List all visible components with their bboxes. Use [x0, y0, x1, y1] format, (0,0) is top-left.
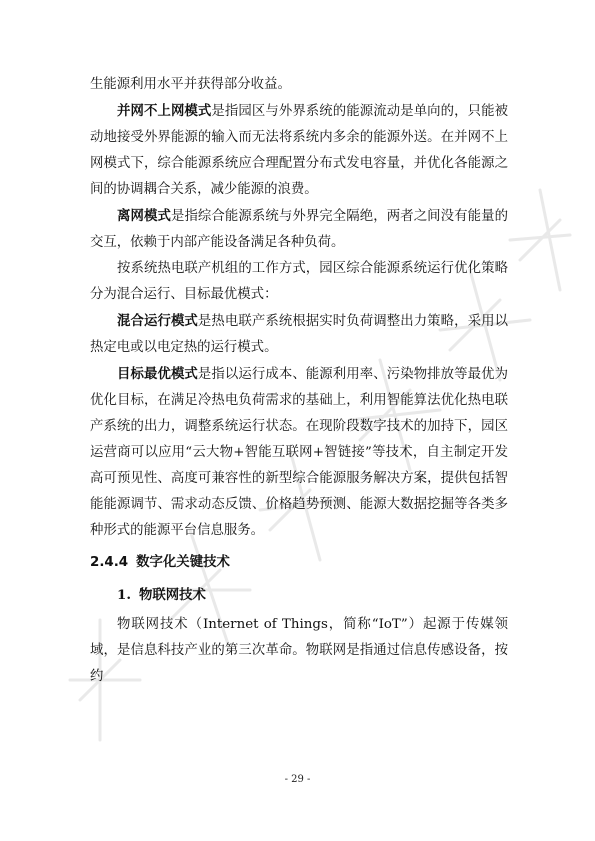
paragraph-off-grid: [90, 203, 508, 256]
term-off-grid: 离网模式: [117, 208, 171, 224]
subsection-title: 物联网技术: [138, 587, 206, 603]
document-body: [90, 72, 508, 690]
paragraph-optimal-mode: [90, 361, 508, 544]
paragraph-text: 生能源利用水平并获得部分收益。: [90, 77, 291, 92]
page-number: - 29 -: [284, 774, 311, 785]
paragraph-text: 按系统热电联产机组的工作方式，园区综合能源系统运行优化策略分为混合运行、目标最优模式：: [90, 261, 508, 302]
subsection-heading: [117, 582, 508, 608]
section-title: 数字化关键技术: [136, 555, 230, 570]
paragraph-text: 物联网技术（Internet of Things，简称“IoT”）起源于传媒领域，是信息科技产业的第三次革命。物联网是指通过信息传感设备，按约: [90, 617, 508, 684]
paragraph-text: 是热电联产系统根据实时负荷调整出力策略，采用以热定电或以电定热的运行模式。: [90, 314, 509, 355]
paragraph-hybrid-mode: [90, 308, 508, 361]
paragraph-text: 是指综合能源系统与外界完全隔绝，两者之间没有能量的交互，依赖于内部产能设备满足各种负荷。: [90, 209, 509, 250]
paragraph-strategy: [90, 256, 508, 308]
subsection-number: 1.: [117, 587, 131, 603]
section-number: 2.4.4: [90, 555, 129, 570]
term-grid-no-export: 并网不上网模式: [117, 103, 212, 119]
section-heading: [90, 550, 508, 576]
paragraph-text: 是指园区与外界系统的能源流动是单向的，只能被动地接受外界能源的输入而无法将系统内多余的能源外送。在并网不上网模式下，综合能源系统应合理配置分布式发电容量，并优化各能源之间的协调耦合关系，减少能源的浪费。: [90, 104, 509, 197]
paragraph-text: 是指以运行成本、能源利用率、污染物排放等最优为优化目标，在满足冷热电负荷需求的基础上，利用智能算法优化热电联产系统的出力，调整系统运行状态。在现阶段数字技术的加持下，园区运营商可以应用“云大物+智能互联网+智链接”等技术，自主制定开发高可预见性、高度可兼容性的新型综合能源服务解决方案，提供包括智能能源调节、需求动态反馈、价格趋势预测、能源大数据挖掘等各类多种形式的能源平台信息服务。: [90, 367, 509, 538]
term-optimal-mode: 目标最优模式: [117, 366, 198, 382]
term-hybrid-mode: 混合运行模式: [117, 313, 198, 329]
paragraph-iot: [90, 612, 508, 690]
paragraph-grid-no-export: [90, 98, 508, 203]
paragraph-continuation: [90, 72, 508, 98]
